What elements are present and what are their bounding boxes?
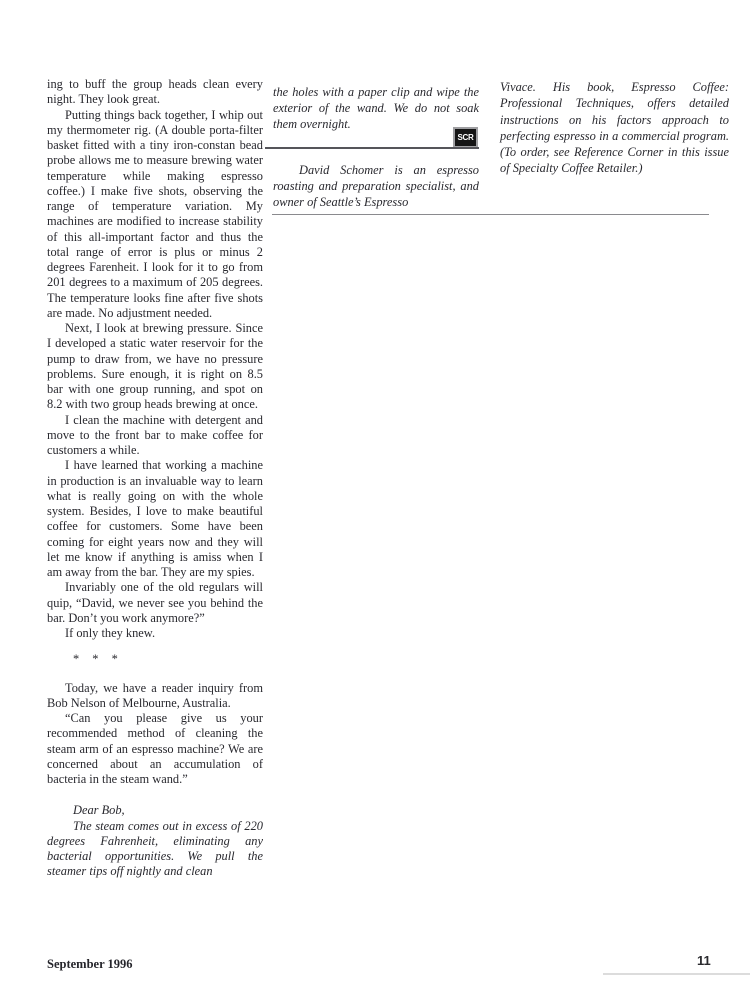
reply-paragraph-continued: the holes with a paper clip and wipe the exterior of the wand. We do not soak them overnight.	[273, 85, 479, 132]
paragraph: Invariably one of the old regulars will quip, “David, we never see you behind the bar. Don’t you work anymore?”	[47, 580, 263, 625]
reply-salutation: Dear Bob,	[73, 803, 125, 818]
scr-logo-badge: SCR	[453, 127, 478, 148]
footer-page-number: 11	[697, 953, 711, 968]
paragraph: Today, we have a reader inquiry from Bob Nelson of Melbourne, Australia.	[47, 680, 263, 710]
author-bio-paragraph: David Schomer is an espresso roasting and preparation specialist, and owner of Seattle’s Espresso	[273, 162, 479, 210]
paragraph: “Can you please give us your recommended method of cleaning the steam arm of an espresso machine? We are concerned about an accumulation of bacteria in the steam wand.”	[47, 711, 263, 786]
left-column	[47, 77, 263, 880]
paragraph: I clean the machine with detergent and move to the front bar to make coffee for customers a while.	[47, 412, 263, 457]
footer-faint-rule	[603, 973, 750, 975]
end-of-article-rule	[265, 147, 479, 149]
reply-paragraph: The steam comes out in excess of 220 degrees Fahrenheit, eliminating any bacterial opportunities. We pull the steamer tips off nightly and clean	[47, 818, 263, 879]
paragraph: Putting things back together, I whip out my thermometer rig. (A double porta-filter basket fitted with a tiny iron-constan bead probe allows me to measure brewing water temperature while making espresso coffee.) I make five shots, observing the range of temperature variation. My machines are modified to increase stability of this all-important factor and thus the total range of error is plus or minus 2 degrees Farenheit. I look for it to go from 201 degrees to a maximum of 205 degrees. The temperature looks fine after five shots are made. No adjustment needed.	[47, 107, 263, 320]
paragraph: ing to buff the group heads clean every night. They look great.	[47, 77, 263, 107]
author-bio-paragraph-continued: Vivace. His book, Espresso Coffee: Professional Techniques, offers detailed instructions on his factors approach to perfecting espresso in a commercial program. (To order, see Reference Corner in this issue of Specialty Coffee Retailer.)	[500, 80, 729, 176]
paragraph: I have learned that working a machine in production is an invaluable way to learn what is really going on with the whole system. Besides, I love to make beautiful coffee for customers. Some have been coming for eight years now and they will let me know if anything is amiss when I am away from the bar. They are my spies.	[47, 458, 263, 579]
footer-issue-date: September 1996	[47, 957, 133, 971]
paragraph: Next, I look at brewing pressure. Since I developed a static water reservoir for the pump to draw from, we have no pressure problems. Sure enough, it is right on 8.5 bar with one group running, and spot on 8.2 with two group heads brewing at once.	[47, 321, 263, 412]
bio-bottom-rule	[272, 214, 709, 215]
paragraph: If only they knew.	[65, 626, 156, 640]
section-divider-asterisks: * * *	[73, 652, 123, 667]
right-column	[500, 79, 729, 177]
